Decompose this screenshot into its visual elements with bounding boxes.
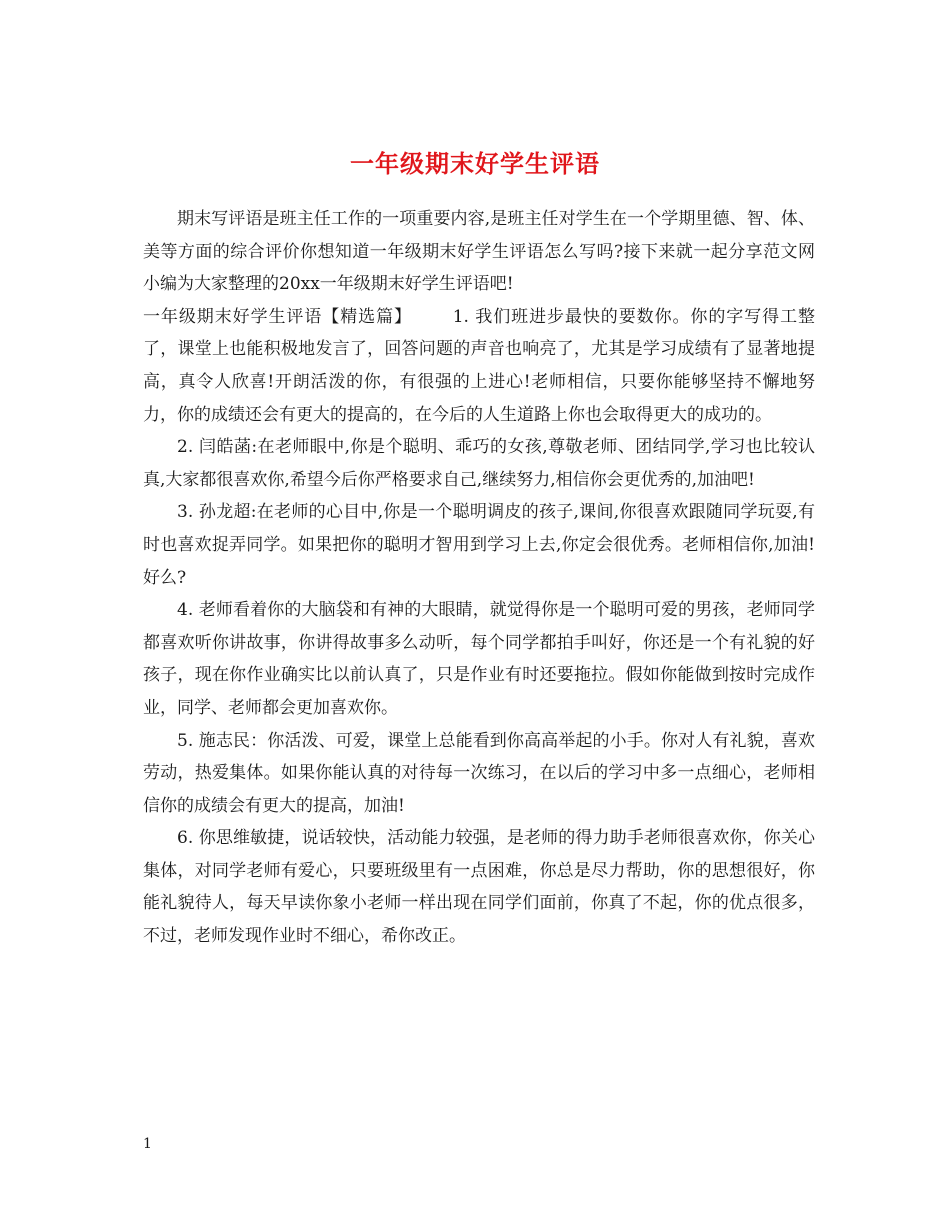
section-paragraph-1 [143, 301, 815, 431]
document-title: 一年级期末好学生评语 [350, 149, 600, 179]
comment-2-paragraph: 2. 闫皓菡:在老师眼中,你是个聪明、乖巧的女孩,尊敬老师、团结同学,学习也比较认真,大家都很喜欢你,希望今后你严格要求自己,继续努力,相信你会更优秀的,加油吧! [143, 437, 815, 490]
section-heading: 一年级期末好学生评语【精选篇】 [143, 306, 412, 327]
comment-6-paragraph: 6. 你思维敏捷，说话较快，活动能力较强，是老师的得力助手老师很喜欢你，你关心集体，对同学老师有爱心，只要班级里有一点困难，你总是尽力帮助，你的思想很好，你能礼貌待人，每天早读你象小老师一样出现在同学们面前，你真了不起，你的优点很多，不过，老师发现作业时不细心，希你改正。 [143, 828, 815, 947]
page-number: 1 [143, 1136, 152, 1152]
comment-1-text: 1. 我们班进步最快的要数你。你的字写得工整了，课堂上也能积极地发言了，回答问题的声音也响亮了，尤其是学习成绩有了显著地提高，真令人欣喜!开朗活泼的你，有很强的上进心!老师相信，只要你能够坚持不懈地努力，你的成绩还会有更大的提高的，在今后的人生道路上你也会取得更大的成功的。 [143, 306, 816, 425]
document-body [143, 203, 815, 953]
comment-4-paragraph: 4. 老师看着你的大脑袋和有神的大眼睛，就觉得你是一个聪明可爱的男孩，老师同学都喜欢听你讲故事，你讲得故事多么动听，每个同学都拍手叫好，你还是一个有礼貌的好孩子，现在你作业确实比以前认真了，只是作业有时还要拖拉。假如你能做到按时完成作业，同学、老师都会更加喜欢你。 [143, 600, 815, 718]
comment-3-paragraph: 3. 孙龙超:在老师的心目中,你是一个聪明调皮的孩子,课间,你很喜欢跟随同学玩耍,有时也喜欢捉弄同学。如果把你的聪明才智用到学习上去,你定会很优秀。老师相信你,加油!好么? [143, 502, 815, 588]
intro-paragraph: 期末写评语是班主任工作的一项重要内容,是班主任对学生在一个学期里德、智、体、美等方面的综合评价你想知道一年级期末好学生评语怎么写吗?接下来就一起分享范文网小编为大家整理的20xx一年级期末好学生评语吧! [143, 209, 815, 295]
comment-5-paragraph: 5. 施志民：你活泼、可爱，课堂上总能看到你高高举起的小手。你对人有礼貌，喜欢劳动，热爱集体。如果你能认真的对待每一次练习，在以后的学习中多一点细心，老师相信你的成绩会有更大的提高，加油! [143, 730, 815, 816]
